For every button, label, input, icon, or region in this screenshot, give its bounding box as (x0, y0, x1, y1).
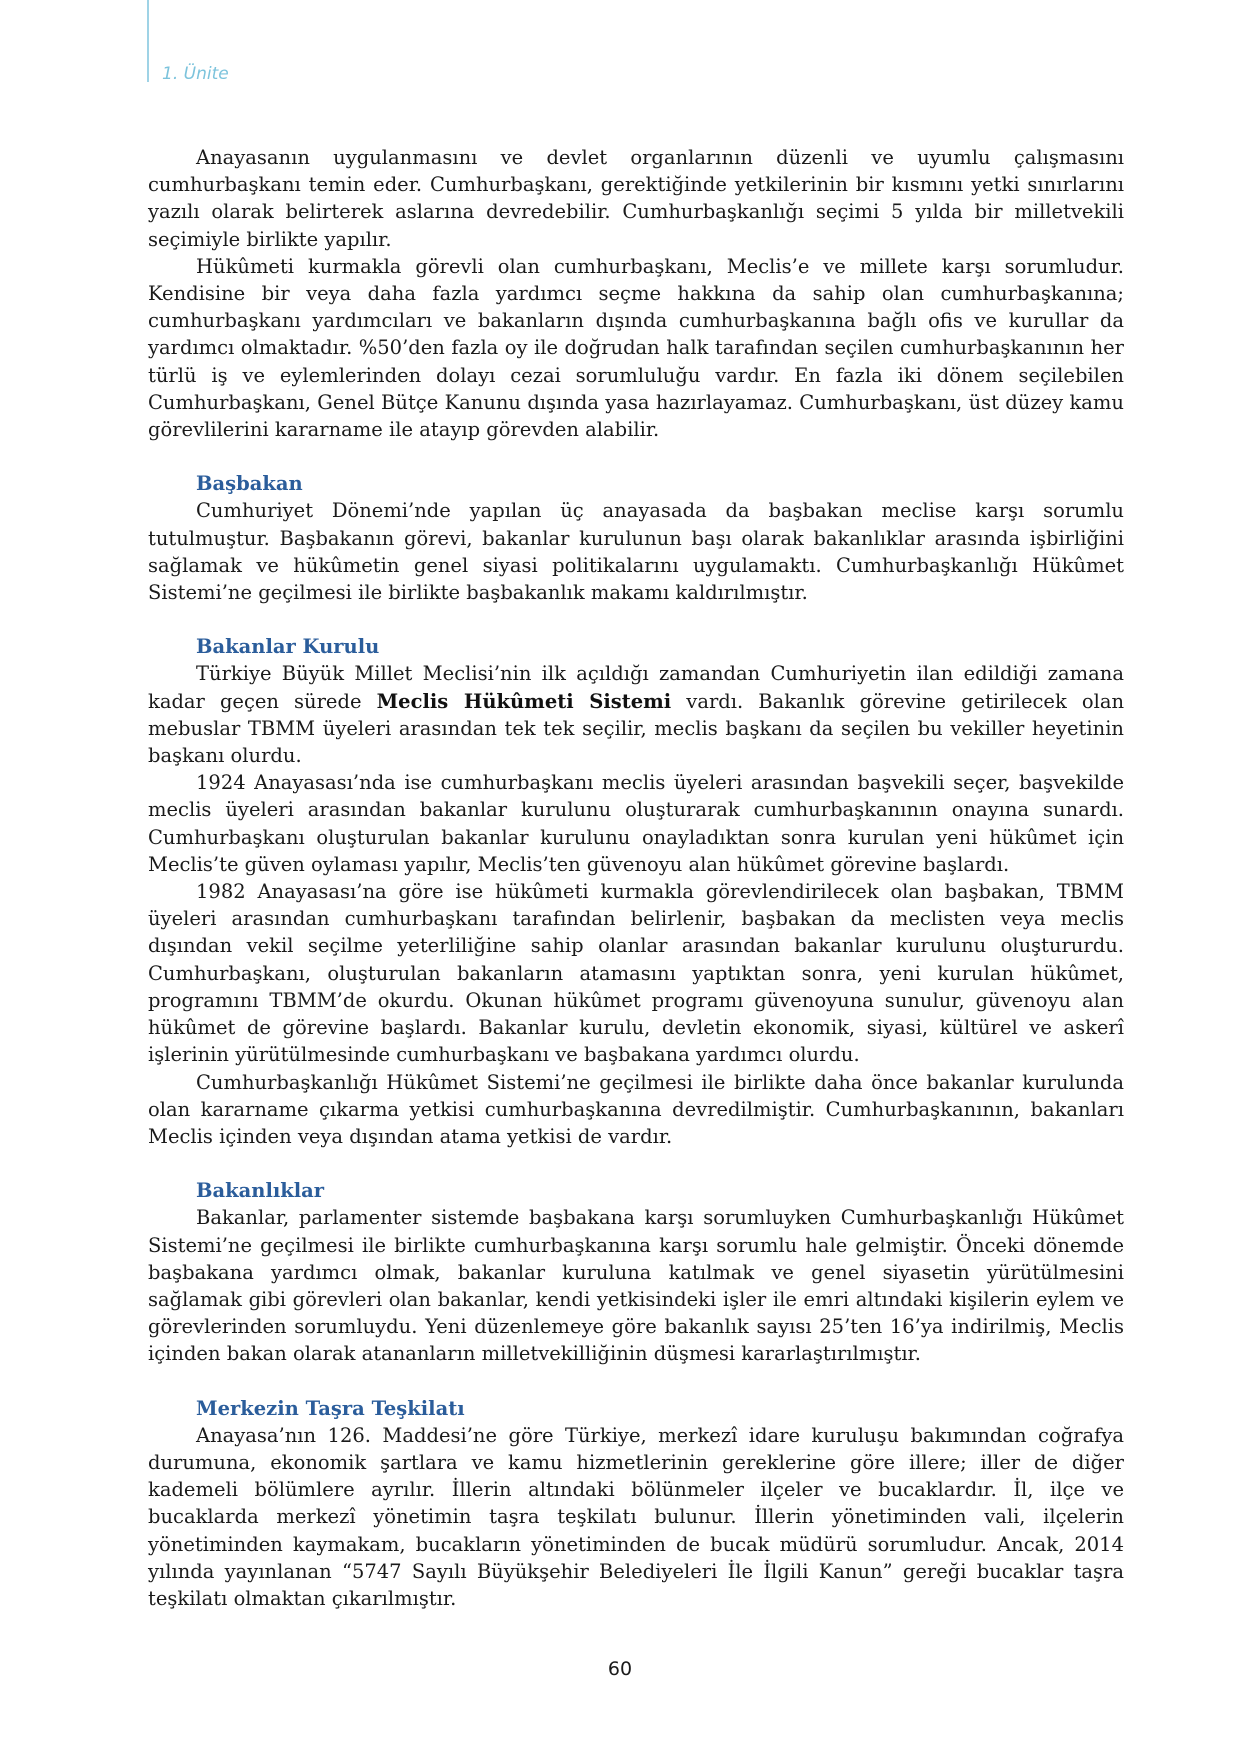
header-side-rule (147, 0, 149, 82)
paragraph-text-after: vardı. Bakanlık görevine getirilecek olan mebuslar TBMM üyeleri arasından tek tek seçilir, meclis başkanı da seçilen bu vekiller heyetinin başkanı olurdu. (148, 689, 1125, 768)
heading-basbakan: Başbakan (196, 472, 303, 496)
heading-bakanlar-kurulu: Bakanlar Kurulu (196, 635, 380, 659)
section-gap (148, 1368, 1124, 1395)
intro-paragraph-2: Hükûmeti kurmakla görevli olan cumhurbaşkanı, Meclis’e ve millete karşı sorumludur. Kendisine bir veya daha fazla yardımcı seçme hakkına da sahip olan cumhurbaşkanına; cumhurbaşkanı yardımcıları ve bakanların dışında cumhurbaşkanına bağlı ofis ve kurullar da yardımcı olmaktadır. %50’den fazla oy ile doğrudan halk tarafından seçilen cumhurbaşkanının her türlü iş ve eylemlerinden dolayı cezai sorumluluğu vardır. En fazla iki dönem seçilebilen Cumhurbaşkanı, Genel Bütçe Kanunu dışında yasa hazırlayamaz. Cumhurbaşkanı, üst düzey kamu görevlilerini kararname ile atayıp görevden alabilir. (148, 254, 1124, 442)
bakanlar-kurulu-paragraph-3: 1982 Anayasası’na göre ise hükûmeti kurmakla görevlendirilecek olan başbakan, TBMM üyeleri arasından cumhurbaşkanı tarafından belirlenir, başbakan da meclisten veya meclis dışından vekil seçilme yeterliliğine sahip olanlar arasından bakanlar kurulunu oluştururdu. Cumhurbaşkanı, oluşturulan bakanların atamasını yaptıktan sonra, yeni kurulan hükûmet, programını TBMM’de okurdu. Okunan hükûmet programı güvenoyuna sunulur, güvenoyu alan hükûmet de görevine başlardı. Bakanlar kurulu, devletin ekonomik, siyasi, kültürel ve askerî işlerinin yürütülmesinde cumhurbaşkanı ve başbakana yardımcı olurdu. (148, 880, 1124, 1067)
section-gap (148, 1150, 1124, 1177)
unit-label: 1. Ünite (162, 64, 229, 84)
heading-bakanliklar: Bakanlıklar (196, 1179, 325, 1203)
bakanlar-kurulu-paragraph-2: 1924 Anayasası’nda ise cumhurbaşkanı meclis üyeleri arasından başvekili seçer, başvekilde meclis üyeleri arasından bakanlar kurulunu oluşturarak cumhurbaşkanının onayına sunardı. Cumhurbaşkanı oluşturulan bakanlar kurulunu onayladıktan sonra kurulan yeni hükûmet için Meclis’te güven oylaması yapılır, Meclis’ten güvenoyu alan hükûmet görevine başlardı. (148, 771, 1124, 876)
bakanlar-kurulu-paragraph-4: Cumhurbaşkanlığı Hükûmet Sistemi’ne geçilmesi ile birlikte daha önce bakanlar kurulunda olan kararname çıkarma yetkisi cumhurbaşkanına devredilmiştir. Cumhurbaşkanının, bakanları Meclis içinden veya dışından atama yetkisi de vardır. (148, 1070, 1124, 1148)
bakanliklar-paragraph-1: Bakanlar, parlamenter sistemde başbakana karşı sorumluyken Cumhurbaşkanlığı Hükûmet Sistemi’ne geçilmesi ile birlikte cumhurbaşkanına karşı sorumlu hale gelmiştir. Önceki dönemde başbakana yardımcı olmak, bakanlar kuruluna katılmak ve genel siyasetin yürütülmesini sağlamak gibi görevleri olan bakanlar, kendi yetkisindeki işler ile emri altındaki kişilerin eylem ve görevlerinden sorumluydu. Yeni düzenlemeye göre bakanlık sayısı 25’ten 16’ya indirilmiş, Meclis içinden bakan olarak atananların milletvekilliğinin düşmesi kararlaştırılmıştır. (148, 1206, 1124, 1366)
heading-tasra-teskilati: Merkezin Taşra Teşkilatı (196, 1396, 465, 1420)
section-gap (148, 443, 1124, 470)
page-body (148, 144, 1124, 1612)
bakanlar-kurulu-paragraph-1 (148, 660, 1124, 769)
section-gap (148, 606, 1124, 633)
basbakan-paragraph-1: Cumhuriyet Dönemi’nde yapılan üç anayasada da başbakan meclise karşı sorumlu tutulmuştur. Başbakanın görevi, bakanlar kurulunun başı olarak bakanlıklar arasında işbirliğini sağlamak ve hükûmetin genel siyasi politikalarını uygulamaktı. Cumhurbaşkanlığı Hükûmet Sistemi’ne geçilmesi ile birlikte başbakanlık makamı kaldırılmıştır. (148, 499, 1124, 605)
tasra-paragraph-1: Anayasa’nın 126. Maddesi’ne göre Türkiye, merkezî idare kuruluşu bakımından coğrafya durumuna, ekonomik şartlara ve kamu hizmetlerinin gereklerine göre illere; iller de diğer kademeli bölümlere ayrılır. İllerin altındaki bölünmeler ilçeler ve bucaklardır. İl, ilçe ve bucaklarda merkezî yönetimin taşra teşkilatı bulunur. İllerin yönetiminden vali, ilçelerin yönetiminden kaymakam, bucakların yönetiminden de bucak müdürü sorumludur. Ancak, 2014 yılında yayınlanan “5747 Sayılı Büyükşehir Belediyeleri İle İlgili Kanun” gereği bucaklar taşra teşkilatı olmaktan çıkarılmıştır. (148, 1423, 1124, 1610)
paragraph-text-before: Türkiye Büyük Millet Meclisi’nin ilk açıldığı zamandan Cumhuriyetin ilan edildiği zamana kadar geçen sürede (148, 662, 1124, 713)
intro-paragraph-1: Anayasanın uygulanmasını ve devlet organlarının düzenli ve uyumlu çalışmasını cumhurbaşkanı temin eder. Cumhurbaşkanı, gerektiğinde yetkilerinin bir kısmını yetki sınırlarını yazılı olarak belirterek aslarına devredebilir. Cumhurbaşkanlığı seçimi 5 yılda bir milletvekili seçimiyle birlikte yapılır. (148, 146, 1124, 251)
page-number: 60 (607, 1658, 633, 1680)
bold-term: Meclis Hükûmeti Sistemi (376, 689, 672, 713)
